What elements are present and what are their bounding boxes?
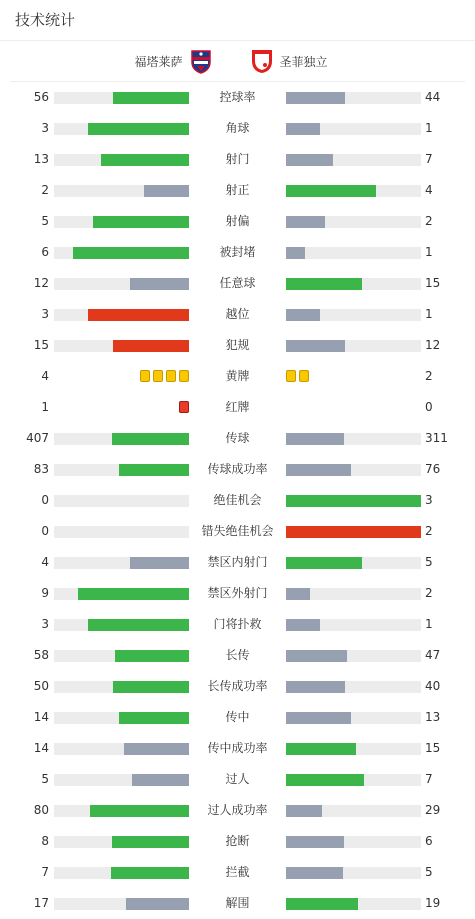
home-bar-fill <box>88 123 189 135</box>
stat-row <box>0 423 475 454</box>
home-value: 3 <box>41 617 49 631</box>
stat-row <box>0 578 475 609</box>
stat-label: 射正 <box>225 183 250 197</box>
home-team-name: 福塔莱萨 <box>134 54 183 69</box>
yellow-card-icon <box>140 370 150 382</box>
home-bar-fill <box>88 309 189 321</box>
stat-label: 禁区外射门 <box>207 586 268 600</box>
away-bar <box>286 898 421 910</box>
yellow-card-icon <box>299 370 309 382</box>
away-bar-fill <box>286 867 343 879</box>
home-bar <box>54 743 189 755</box>
home-value: 407 <box>26 431 49 445</box>
away-bar-fill <box>286 309 320 321</box>
home-bar <box>54 867 189 879</box>
stat-label: 过人 <box>225 772 250 786</box>
away-bar <box>286 867 421 879</box>
stat-label: 传球 <box>225 431 250 445</box>
away-bar <box>286 681 421 693</box>
away-bar-fill <box>286 619 320 631</box>
home-bar-fill <box>144 185 189 197</box>
home-bar <box>54 185 189 197</box>
home-value: 83 <box>33 462 49 476</box>
home-bar-fill <box>130 557 189 569</box>
away-bar <box>286 650 421 662</box>
home-cards <box>140 370 189 383</box>
stat-row <box>0 702 475 733</box>
home-bar <box>54 154 189 166</box>
home-value: 5 <box>41 772 49 786</box>
home-bar <box>54 433 189 445</box>
home-value: 12 <box>33 276 49 290</box>
away-bar <box>286 92 421 104</box>
home-bar <box>54 650 189 662</box>
away-bar <box>286 526 421 538</box>
away-value: 311 <box>425 431 448 445</box>
away-value: 5 <box>425 865 433 879</box>
stat-row <box>0 640 475 671</box>
stat-label: 射偏 <box>225 214 250 228</box>
away-value: 15 <box>425 741 441 755</box>
home-value: 3 <box>41 307 49 321</box>
home-bar-fill <box>88 619 189 631</box>
home-bar-fill <box>112 836 189 848</box>
stat-row <box>0 609 475 640</box>
stat-row <box>0 144 475 175</box>
home-value: 8 <box>41 834 49 848</box>
away-bar <box>286 774 421 786</box>
stat-row <box>0 516 475 547</box>
home-bar-fill <box>115 650 189 662</box>
away-bar <box>286 154 421 166</box>
away-bar-fill <box>286 340 345 352</box>
away-bar-fill <box>286 526 421 538</box>
away-bar <box>286 464 421 476</box>
stat-label: 长传 <box>225 648 250 662</box>
away-value: 1 <box>425 245 433 259</box>
stat-label: 越位 <box>225 307 250 321</box>
home-value: 0 <box>41 524 49 538</box>
away-bar-fill <box>286 464 351 476</box>
stat-row <box>0 237 475 268</box>
away-value: 2 <box>425 524 433 538</box>
away-value: 1 <box>425 307 433 321</box>
stat-label: 传中成功率 <box>207 741 268 755</box>
fortaleza-logo-icon <box>189 48 213 74</box>
home-value: 1 <box>41 400 49 414</box>
away-bar <box>286 712 421 724</box>
stat-row <box>0 330 475 361</box>
home-bar-fill <box>112 433 189 445</box>
away-bar <box>286 743 421 755</box>
yellow-card-icon <box>166 370 176 382</box>
away-bar-fill <box>286 743 356 755</box>
away-bar <box>286 216 421 228</box>
home-value: 5 <box>41 214 49 228</box>
stat-row <box>0 733 475 764</box>
home-bar-fill <box>101 154 189 166</box>
home-value: 80 <box>33 803 49 817</box>
away-bar <box>286 557 421 569</box>
away-bar <box>286 805 421 817</box>
away-bar-fill <box>286 278 362 290</box>
santa-fe-logo-icon <box>250 48 274 74</box>
stat-label: 门将扑救 <box>213 617 262 631</box>
stat-row <box>0 82 475 113</box>
stat-row <box>0 795 475 826</box>
home-bar <box>54 557 189 569</box>
stat-label: 解围 <box>225 896 250 910</box>
teams-header <box>10 41 465 82</box>
away-value: 2 <box>425 369 433 383</box>
stat-label: 传球成功率 <box>207 462 268 476</box>
away-value: 13 <box>425 710 441 724</box>
home-bar <box>54 712 189 724</box>
home-bar-fill <box>126 898 189 910</box>
home-value: 15 <box>33 338 49 352</box>
away-bar-fill <box>286 216 325 228</box>
away-bar <box>286 433 421 445</box>
stat-label: 拦截 <box>225 865 250 879</box>
away-value: 15 <box>425 276 441 290</box>
away-bar <box>286 309 421 321</box>
home-bar-fill <box>111 867 189 879</box>
away-team-name: 圣菲独立 <box>279 54 328 69</box>
stat-row <box>0 764 475 795</box>
stat-label: 过人成功率 <box>207 803 268 817</box>
home-bar-fill <box>78 588 189 600</box>
away-bar <box>286 340 421 352</box>
home-bar-fill <box>119 712 189 724</box>
home-value: 9 <box>41 586 49 600</box>
away-bar-fill <box>286 495 421 507</box>
home-bar <box>54 216 189 228</box>
stat-label: 禁区内射门 <box>207 555 268 569</box>
away-bar <box>286 619 421 631</box>
away-value: 7 <box>425 152 433 166</box>
away-bar-fill <box>286 712 351 724</box>
home-bar <box>54 526 189 538</box>
away-value: 3 <box>425 493 433 507</box>
away-bar-fill <box>286 774 364 786</box>
home-bar <box>54 774 189 786</box>
stat-row <box>0 113 475 144</box>
stat-row <box>0 392 475 423</box>
home-bar-fill <box>124 743 189 755</box>
home-value: 14 <box>33 710 49 724</box>
yellow-card-icon <box>153 370 163 382</box>
away-cards <box>286 370 309 383</box>
home-bar-fill <box>113 681 189 693</box>
away-value: 0 <box>425 400 433 414</box>
home-value: 3 <box>41 121 49 135</box>
home-bar <box>54 247 189 259</box>
home-value: 13 <box>33 152 49 166</box>
home-bar <box>54 495 189 507</box>
away-bar-fill <box>286 185 376 197</box>
away-value: 19 <box>425 896 441 910</box>
home-value: 58 <box>33 648 49 662</box>
away-value: 4 <box>425 183 433 197</box>
away-bar-fill <box>286 92 345 104</box>
away-value: 40 <box>425 679 441 693</box>
stat-row <box>0 268 475 299</box>
away-bar-fill <box>286 588 310 600</box>
home-value: 2 <box>41 183 49 197</box>
away-value: 2 <box>425 214 433 228</box>
stat-row <box>0 888 475 919</box>
home-bar <box>54 92 189 104</box>
home-bar <box>54 805 189 817</box>
home-bar <box>54 836 189 848</box>
stat-label: 犯规 <box>225 338 250 352</box>
away-value: 2 <box>425 586 433 600</box>
away-bar-fill <box>286 154 333 166</box>
away-bar-fill <box>286 805 322 817</box>
stat-row <box>0 361 475 392</box>
stat-label: 传中 <box>225 710 250 724</box>
home-bar <box>54 464 189 476</box>
home-bar <box>54 340 189 352</box>
home-value: 14 <box>33 741 49 755</box>
away-bar <box>286 185 421 197</box>
stat-label: 绝佳机会 <box>213 493 262 507</box>
home-bar <box>54 619 189 631</box>
red-card-icon <box>179 401 189 413</box>
page-title: 技术统计 <box>0 0 475 41</box>
away-bar-fill <box>286 433 344 445</box>
away-bar <box>286 123 421 135</box>
home-value: 0 <box>41 493 49 507</box>
home-bar-fill <box>132 774 189 786</box>
home-value: 7 <box>41 865 49 879</box>
away-bar-fill <box>286 898 358 910</box>
away-value: 76 <box>425 462 441 476</box>
yellow-card-icon <box>179 370 189 382</box>
away-bar-fill <box>286 557 362 569</box>
away-value: 29 <box>425 803 441 817</box>
stat-row <box>0 206 475 237</box>
away-bar <box>286 495 421 507</box>
away-value: 6 <box>425 834 433 848</box>
away-bar-fill <box>286 650 347 662</box>
away-bar <box>286 247 421 259</box>
home-cards <box>179 401 189 414</box>
away-value: 47 <box>425 648 441 662</box>
home-value: 50 <box>33 679 49 693</box>
home-bar-fill <box>113 340 189 352</box>
stat-row <box>0 547 475 578</box>
away-value: 44 <box>425 90 441 104</box>
stats-list <box>0 82 475 919</box>
stat-label: 被封堵 <box>219 245 256 259</box>
home-bar-fill <box>90 805 189 817</box>
home-bar <box>54 898 189 910</box>
home-bar <box>54 588 189 600</box>
away-team[interactable] <box>250 41 334 81</box>
away-bar-fill <box>286 123 320 135</box>
yellow-card-icon <box>286 370 296 382</box>
stat-row <box>0 299 475 330</box>
away-value: 1 <box>425 617 433 631</box>
away-value: 1 <box>425 121 433 135</box>
away-bar <box>286 278 421 290</box>
stat-row <box>0 671 475 702</box>
stat-row <box>0 175 475 206</box>
stat-label: 控球率 <box>219 90 256 104</box>
home-team[interactable] <box>128 41 212 81</box>
home-bar <box>54 278 189 290</box>
home-bar <box>54 681 189 693</box>
home-bar-fill <box>113 92 189 104</box>
stat-label: 错失绝佳机会 <box>201 524 274 538</box>
home-value: 6 <box>41 245 49 259</box>
home-bar <box>54 123 189 135</box>
stat-label: 角球 <box>225 121 250 135</box>
away-bar <box>286 836 421 848</box>
home-bar-fill <box>119 464 189 476</box>
stat-row <box>0 454 475 485</box>
home-value: 56 <box>33 90 49 104</box>
home-value: 4 <box>41 369 49 383</box>
stat-label: 黄牌 <box>225 369 250 383</box>
stat-label: 任意球 <box>219 276 256 290</box>
away-value: 12 <box>425 338 441 352</box>
away-value: 7 <box>425 772 433 786</box>
away-bar-fill <box>286 247 305 259</box>
stat-row <box>0 485 475 516</box>
away-bar <box>286 588 421 600</box>
away-bar-fill <box>286 681 345 693</box>
home-bar <box>54 309 189 321</box>
away-bar-fill <box>286 836 344 848</box>
stat-label: 长传成功率 <box>207 679 268 693</box>
stat-row <box>0 857 475 888</box>
home-bar-fill <box>93 216 189 228</box>
stat-label: 抢断 <box>225 834 250 848</box>
stat-label: 红牌 <box>225 400 250 414</box>
stat-row <box>0 826 475 857</box>
home-bar-fill <box>130 278 189 290</box>
stat-label: 射门 <box>225 152 250 166</box>
home-value: 17 <box>33 896 49 910</box>
home-value: 4 <box>41 555 49 569</box>
home-bar-fill <box>73 247 189 259</box>
away-value: 5 <box>425 555 433 569</box>
